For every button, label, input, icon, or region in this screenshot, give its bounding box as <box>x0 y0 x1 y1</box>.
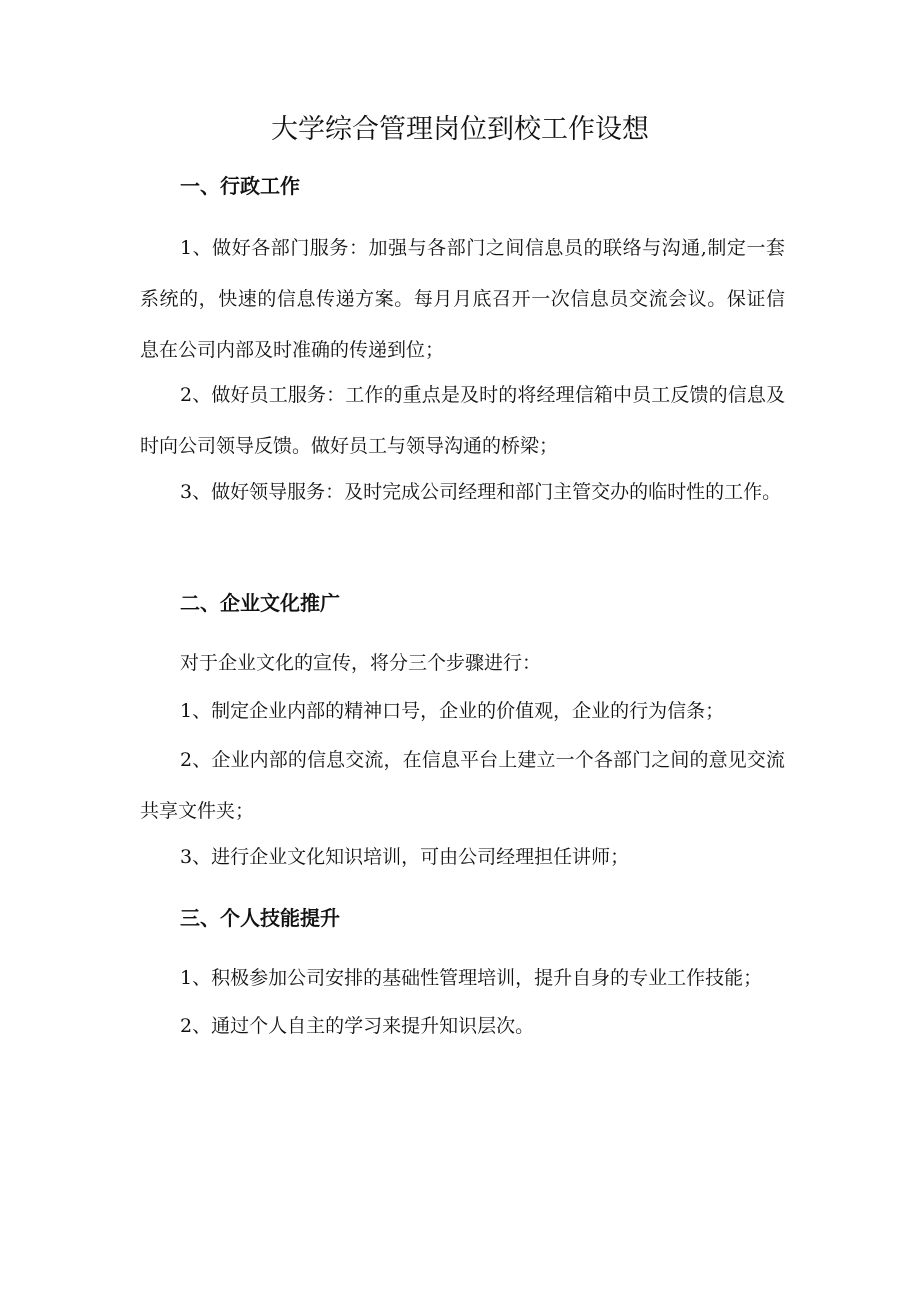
paragraph: 2、通过个人自主的学习来提升知识层次。 <box>180 1015 535 1037</box>
paragraph: 对于企业文化的宣传，将分三个步骤进行： <box>180 652 542 674</box>
document-title: 大学综合管理岗位到校工作设想 <box>271 114 649 145</box>
paragraph: 2、做好员工服务：工作的重点是及时的将经理信箱中员工反馈的信息及时向公司领导反馈。做好员工与领导沟通的桥梁； <box>140 384 785 457</box>
paragraph: 2、企业内部的信息交流，在信息平台上建立一个各部门之间的意见交流共享文件夹； <box>140 749 785 822</box>
paragraph: 1、制定企业内部的精神口号，企业的价值观，企业的行为信条； <box>180 700 725 722</box>
section-heading-personal-skills: 三、个人技能提升 <box>180 906 340 930</box>
paragraph: 1、做好各部门服务：加强与各部门之间信息员的联络与沟通,制定一套系统的，快速的信息传递方案。每月月底召开一次信息员交流会议。保证信息在公司内部及时准确的传递到位； <box>140 237 785 361</box>
paragraph: 3、进行企业文化知识培训，可由公司经理担任讲师； <box>180 846 630 868</box>
paragraph: 1、积极参加公司安排的基础性管理培训，提升自身的专业工作技能； <box>180 967 763 989</box>
section-heading-corporate-culture: 二、企业文化推广 <box>180 591 340 615</box>
paragraph: 3、做好领导服务：及时完成公司经理和部门主管交办的临时性的工作。 <box>180 481 782 503</box>
section-heading-administration: 一、行政工作 <box>180 174 300 198</box>
